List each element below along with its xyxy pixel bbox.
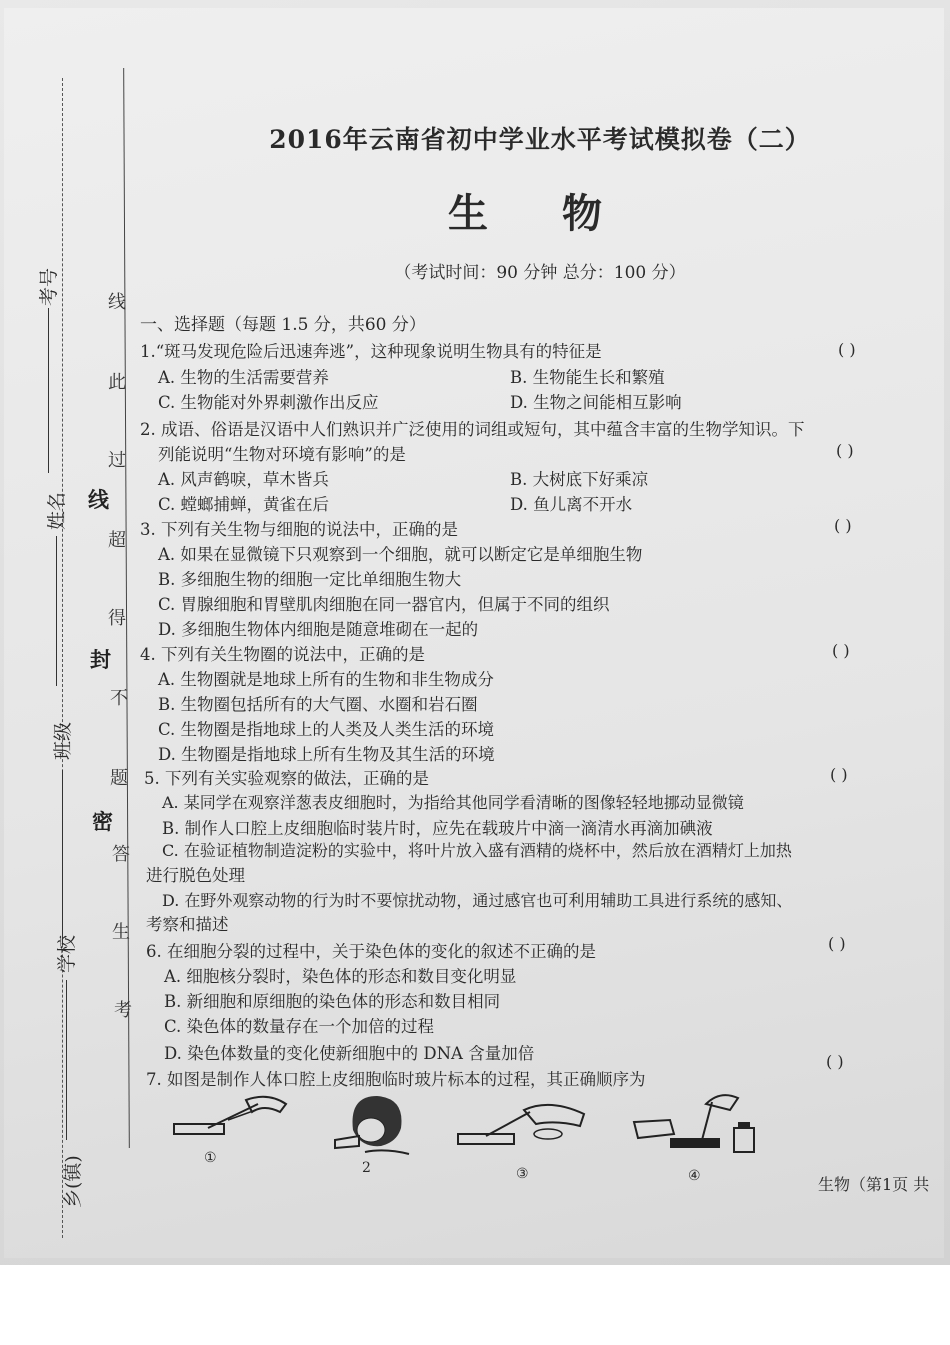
figure-step-3 [452,1090,592,1150]
warning-char: 得 [108,608,126,629]
exam-number-line [48,308,49,473]
q4-option-c: C. 生物圈是指地球上的人类及人类生活的环境 [158,720,495,739]
q4-option-b: B. 生物圈包括所有的大气圈、水圈和岩石圈 [158,695,478,714]
q2-option-a: A. 风声鹤唳，草木皆兵 [158,470,329,489]
figure-step-2 [325,1090,415,1160]
q4-option-a: A. 生物圈就是地球上所有的生物和非生物成分 [158,670,494,689]
q3-option-a: A. 如果在显微镜下只观察到一个细胞，就可以断定它是单细胞生物 [158,545,643,564]
q3-option-d: D. 多细胞生物体内细胞是随意堆砌在一起的 [158,620,479,639]
figure-step-1 [168,1090,298,1150]
q6-option-d: D. 染色体数量的变化使新细胞中的 DNA 含量加倍 [164,1044,535,1063]
question-5: 5. 下列有关实验观察的做法，正确的是 [144,769,429,788]
section-heading: 一、选择题（每题 1.5 分，共60 分） [140,315,426,335]
question-2: 2. 成语、俗语是汉语中人们熟识并广泛使用的词组或短句，其中蕴含丰富的生物学知识。下 [140,420,805,439]
question-4: 4. 下列有关生物圈的说法中，正确的是 [140,645,425,664]
q6-option-b: B. 新细胞和原细胞的染色体的形态和数目相同 [164,992,501,1011]
q5-option-d: D. 在野外观察动物的行为时不要惊扰动物，通过感官也可利用辅助工具进行系统的感知、 [162,891,793,910]
warning-char: 线 [108,292,126,313]
warning-char: 题 [110,768,128,789]
name-line [56,536,57,686]
q4-option-d: D. 生物圈是指地球上所有生物及其生活的环境 [158,745,495,764]
warning-char: 考 [114,1000,132,1021]
warning-char: 答 [112,844,130,865]
warning-char: 此 [108,372,126,393]
q1-option-a: A. 生物的生活需要营养 [158,368,329,387]
exam-title: 2016年云南省初中学业水平考试模拟卷（二） [269,125,811,154]
answer-bracket: ( ) [838,340,856,359]
figure-step-4 [630,1090,760,1160]
warning-char: 不 [110,688,128,709]
answer-bracket: ( ) [836,441,854,460]
q5-option-a: A. 某同学在观察洋葱表皮细胞时，为指给其他同学看清晰的图像轻轻地挪动显微镜 [162,793,744,812]
warning-char: 过 [108,450,126,471]
subject-title: 生 物 [448,190,632,237]
question-6: 6. 在细胞分裂的过程中，关于染色体的变化的叙述不正确的是 [146,942,596,961]
answer-bracket: ( ) [830,765,848,784]
class-label: 班级 [52,721,74,760]
figure-label-1: ① [204,1150,217,1166]
q2-option-b: B. 大树底下好乘凉 [510,470,649,489]
q1-option-d: D. 生物之间能相互影响 [510,393,682,412]
seal-char-secret: 密 [92,809,113,834]
answer-bracket: ( ) [826,1052,844,1071]
q1-option-b: B. 生物能生长和繁殖 [510,368,665,387]
exam-time-info: （考试时间：90 分钟 总分：100 分） [394,263,686,283]
figure-label-3: ③ [516,1166,529,1182]
q5-option-c: C. 在验证植物制造淀粉的实验中，将叶片放入盛有酒精的烧杯中，然后放在酒精灯上加热 [162,841,792,860]
q5-option-d-cont: 考察和描述 [146,915,229,934]
town-label: 乡(镇) [62,1155,84,1208]
answer-bracket: ( ) [828,934,846,953]
question-2-cont: 列能说明“生物对环境有影响”的是 [158,445,406,464]
q2-option-c: C. 螳螂捕蝉，黄雀在后 [158,495,330,514]
question-3: 3. 下列有关生物与细胞的说法中，正确的是 [140,520,458,539]
exam-number-label: 考号 [38,267,60,306]
q6-option-a: A. 细胞核分裂时，染色体的形态和数目变化明显 [164,967,517,986]
binding-dashed-line [62,78,63,1238]
question-1: 1.“斑马发现危险后迅速奔逃”，这种现象说明生物具有的特征是 [140,342,602,361]
q5-option-c-cont: 进行脱色处理 [146,866,245,885]
q5-option-b: B. 制作人口腔上皮细胞临时装片时，应先在载玻片中滴一滴清水再滴加碘液 [162,819,713,838]
figure-label-4: ④ [688,1168,701,1184]
school-line [66,980,67,1140]
seal-char-line: 线 [88,487,109,512]
page-footer: 生物（第1页 共 [818,1175,930,1194]
q3-option-b: B. 多细胞生物的细胞一定比单细胞生物大 [158,570,462,589]
answer-bracket: ( ) [832,641,850,660]
q2-option-d: D. 鱼儿离不开水 [510,495,633,514]
school-label: 学校 [56,934,78,973]
class-line [62,770,63,945]
warning-char: 生 [112,922,130,943]
name-label: 姓名 [46,491,68,530]
q3-option-c: C. 胃腺细胞和胃壁肌肉细胞在同一器官内，但属于不同的组织 [158,595,610,614]
figure-label-2: 2 [362,1160,371,1176]
warning-char: 超 [108,530,126,551]
q1-option-c: C. 生物能对外界刺激作出反应 [158,393,379,412]
question-7: 7. 如图是制作人体口腔上皮细胞临时玻片标本的过程，其正确顺序为 [146,1070,646,1089]
q6-option-c: C. 染色体的数量存在一个加倍的过程 [164,1017,435,1036]
answer-bracket: ( ) [834,516,852,535]
seal-char-seal: 封 [90,647,111,672]
